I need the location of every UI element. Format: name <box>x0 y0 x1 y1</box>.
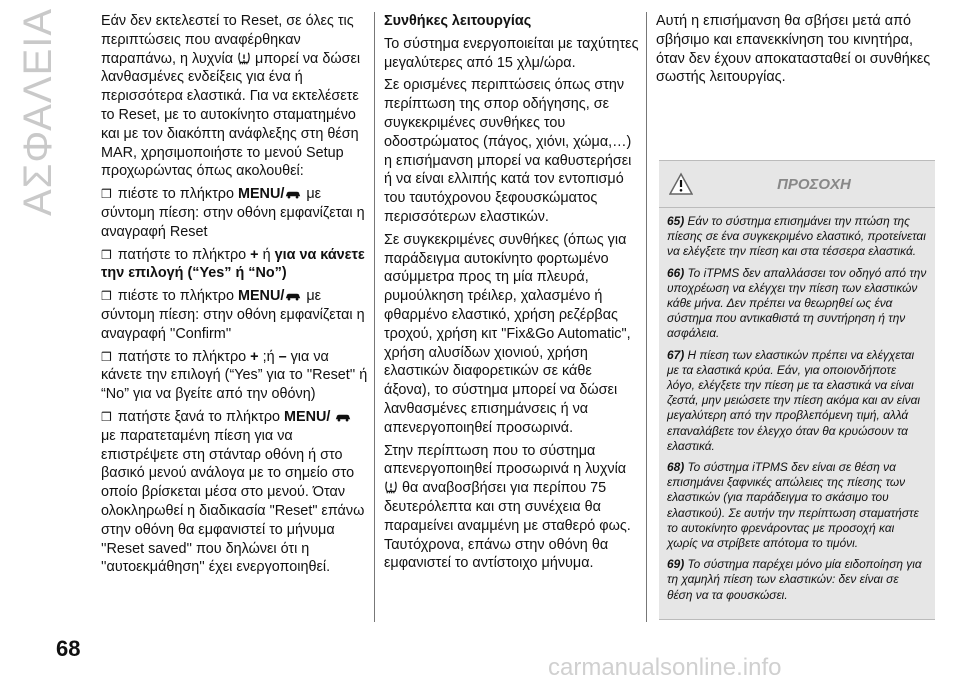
menu-key-label: MENU/ <box>284 408 331 425</box>
step-5-text-b: με παρατεταμένη πίεση για να επιστρέψετε στη στάνταρ οθόνη ή στο βασικό μενού ανάλογα με το σημείο στο οποίο βρίσκεται μέσα στο μενού. Όταν ολοκληρωθεί η διαδικασία "Reset" επάνω στην οθόνη θα εμφανιστεί το μήνυμα ''Reset saved'' που δηλώνει ότι η ''αυτοεκμάθηση'' έχει ενεργοποιηθεί. <box>101 427 365 576</box>
warning-note <box>667 557 927 603</box>
warning-title: ΠΡΟΣΟΧΗ <box>777 175 851 193</box>
step-4 <box>101 348 369 404</box>
column-divider-left <box>374 12 375 622</box>
column-divider-right <box>646 12 647 622</box>
step-2-text-bold: για να κάνετε την επιλογή (“Yes” ή “No”) <box>101 246 365 282</box>
warning-header <box>659 161 935 208</box>
warning-box <box>659 160 935 620</box>
watermark: carmanualsonline.info <box>548 654 782 681</box>
warning-note-text: Εάν το σύστημα επισημάνει την πτώση της πίεσης σε ένα συγκεκριμένο ελαστικό, προτείνεται να ελέγξετε την πίεση και στα τέσσερα ελαστικά. <box>667 214 926 259</box>
step-3 <box>101 287 369 343</box>
step-1-text-b: με σύντομη πίεση: στην οθόνη εμφανίζεται η αναγραφή Reset <box>101 186 365 240</box>
plus-key-label: + <box>250 246 259 263</box>
step-1-text-a: πιέστε το πλήκτρο <box>117 186 234 203</box>
warning-note <box>667 214 927 260</box>
operating-text-d <box>384 442 642 574</box>
warning-triangle-icon <box>669 172 693 196</box>
section-tab <box>12 7 60 222</box>
operating-text-a: Το σύστημα ενεργοποιείται με ταχύτητες μεγαλύτερες από 15 χλμ/ώρα. <box>384 35 639 71</box>
step-2 <box>101 246 369 284</box>
step-3-text-a: πιέστε το πλήκτρο <box>117 288 234 305</box>
minus-key-label: – <box>278 348 287 365</box>
car-icon <box>284 189 302 199</box>
reset-intro <box>101 12 369 181</box>
warning-note-number: 69) <box>667 557 685 572</box>
warning-notes <box>659 208 935 619</box>
warning-note-number: 65) <box>667 214 685 228</box>
step-4-or: ;ή <box>262 348 275 365</box>
warning-note-text: Το iTPMS δεν απαλλάσσει τον οδηγό από την υποχρέωση να ελέγχει την πίεση των ελαστικών κάθε μήνα. Δεν πρέπει να θεωρηθεί ως ένα σύστημα που αντικαθιστά τη συντήρηση ή την ασφάλεια. <box>667 265 927 341</box>
warning-note-number: 66) <box>667 265 685 280</box>
warning-note-text: Το σύστημα iTPMS δεν είναι σε θέση να επισημάνει ξαφνικές απώλειες της πίεσης των ελαστικών (για παράδειγμα το σκάσιμο του ελαστικού). Σε αυτήν την περίπτωση σταματήστε το αυτοκίνητο φρενάροντας με προσοχή και χωρίς να στρίβετε απότομα το τιμόνι. <box>667 460 919 551</box>
step-2-text-a: πατήστε το πλήκτρο <box>117 246 247 263</box>
warning-note-text: Το σύστημα παρέχει μόνο μία ειδοποίηση για τη χαμηλή πίεση των ελαστικών: δεν είναι σε θέση να τα φουσκώσει. <box>667 557 922 602</box>
operating-text-d-a: Στην περίπτωση που το σύστημα απενεργοποιηθεί προσωρινά η λυχνία <box>384 442 627 478</box>
operating-text-b: Σε ορισμένες περιπτώσεις όπως στην περίπτωση της σπορ οδήγησης, σε συγκεκριμένες συνθήκες του οδοστρώματος (πάγος, χιόνι, χώμα,…) η επισήμανση μπορεί να καθυστερήσει ή να είναι ελλιπής κατά τον εντοπισμό του ταυτόχρονου ξεφουσκώματος περισσότερων ελαστικών. <box>384 77 632 225</box>
reset-intro-text-b: μπορεί να δώσει λανθασμένες ενδείξεις για ένα ή περισσότερα ελαστικά. Για να εκτελέσετε το Reset, με το αυτοκίνητο σταματημένο και με τον διακόπτη ανάφλεξης στη θέση MAR, χρησιμοποιήστε το μενού Setup προχωρώντας όπως ακολουθεί: <box>101 50 361 180</box>
reset-note-text: Αυτή η επισήμανση θα σβήσει μετά από σβήσιμο και επανεκκίνηση του κινητήρα, όταν δεν έχουν αποκατασταθεί οι συνθήκες σωστής λειτουργίας. <box>656 13 931 86</box>
operating-text-c: Σε συγκεκριμένες συνθήκες (όπως για παράδειγμα αυτοκίνητο φορτωμένο ασύμμετρα προς τη μία πλευρά, ρυμούλκηση τρέιλερ, χαλασμένο ή φθαρμένο ελαστικό, χρήση ρεζέρβας τροχού, χρήση κιτ "Fix&Go Automatic", χρήση αλυσίδων χιονιού, χρήση ελαστικών διαφορετικών σε κάθε άξονα), το σύστημα μπορεί να δώσει λανθασμένες επισημάνσεις ή να απενεργοποιηθεί προσωρινά. <box>384 231 631 436</box>
menu-key-label: MENU/ <box>237 288 285 305</box>
reset-intro-text-a: Εάν δεν εκτελεστεί το Reset, σε όλες τις περιπτώσεις που αναφέρθηκαν παραπάνω, η λυχνία <box>101 13 354 67</box>
warning-note-text: Η πίεση των ελαστικών πρέπει να ελέγχεται με τα ελαστικά κρύα. Εάν, για οποιονδήποτε λόγο, ελέγξετε την πίεση με τα ελαστικά να είναι ζεστά, μην μειώσετε την πίεση ακόμα και αν είναι μεγαλύτερη από την προβλεπόμενη τιμή, αλλά επαναλάβετε τον έλεγχο όταν θα κρυώσουν τα ελαστικά. <box>667 347 921 453</box>
step-5-text-a: πατήστε ξανά το πλήκτρο <box>117 408 281 425</box>
car-icon <box>284 291 302 301</box>
step-3-text-b: με σύντομη πίεση: στην οθόνη εμφανίζεται η αναγραφή ''Confirm'' <box>101 288 365 342</box>
operating-text-d-b: θα αναβοσβήσει για περίπου 75 δευτερόλεπτα και στη συνέχεια θα παραμείνει αναμμένη με σταθερό φως. Ταυτόχρονα, επάνω στην οθόνη θα εμφανιστεί το αντίστοιχο μήνυμα. <box>384 480 631 572</box>
page-number: 68 <box>56 636 81 661</box>
column-2 <box>384 12 642 577</box>
tpms-warning-icon <box>384 480 398 494</box>
section-heading: Συνθήκες λειτουργίας <box>384 13 532 29</box>
warning-note <box>667 460 927 551</box>
warning-note <box>667 266 927 342</box>
warning-note-number: 68) <box>667 460 685 475</box>
step-4-text-b: για να κάνετε την επιλογή (“Yes” για το ''Reset'' ή “No” για να βγείτε από την οθόνη) <box>101 348 368 403</box>
column-3 <box>656 12 938 91</box>
plus-key-label: + <box>250 348 259 365</box>
section-tab-label: ΑΣΦΑΛΕΙΑ <box>16 7 60 216</box>
warning-note <box>667 348 927 454</box>
car-icon <box>334 412 352 422</box>
menu-key-label: MENU/ <box>237 186 285 203</box>
tpms-warning-icon <box>237 51 251 65</box>
step-1 <box>101 185 369 241</box>
step-2-or: ή <box>262 246 271 263</box>
step-4-text-a: πατήστε το πλήκτρο <box>117 348 247 365</box>
column-1 <box>101 12 369 581</box>
step-5 <box>101 408 369 577</box>
warning-note-number: 67) <box>667 347 685 362</box>
